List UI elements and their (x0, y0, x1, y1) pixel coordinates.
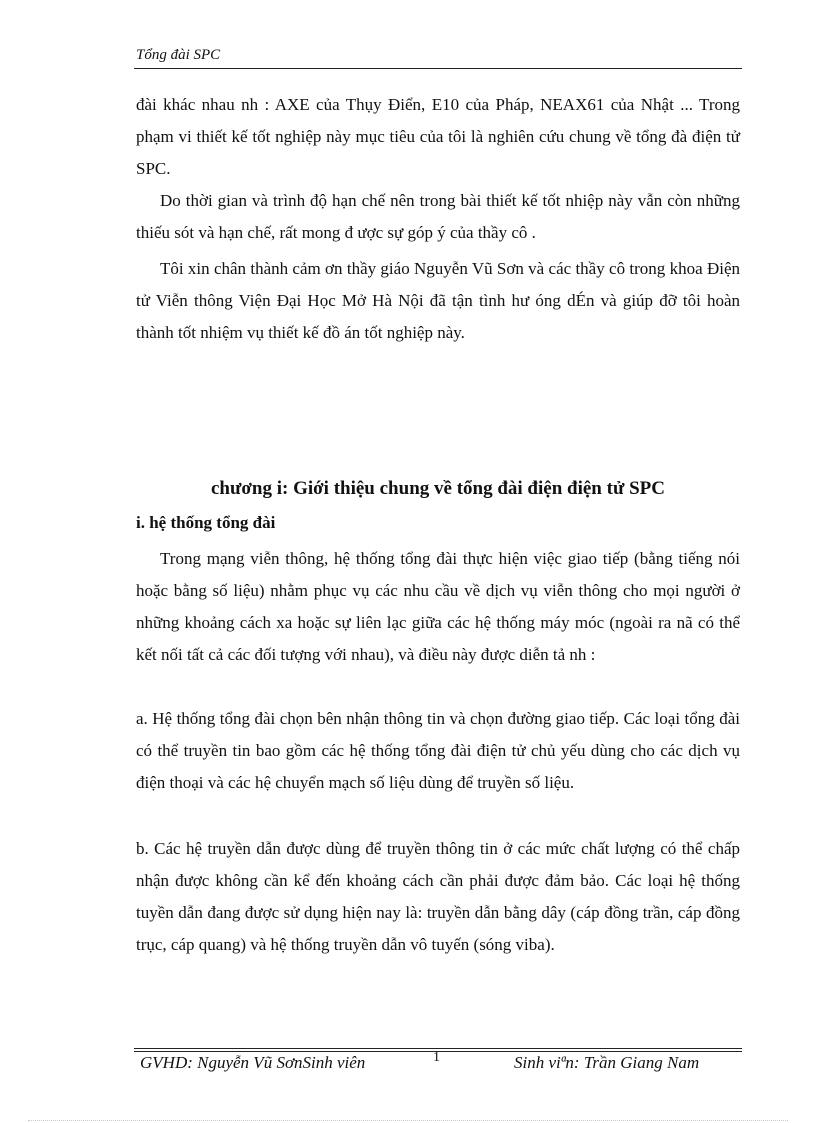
chapter-paragraph-1: Trong mạng viễn thông, hệ thống tổng đài thực hiện việc giao tiếp (bằng tiếng nói hoặc bằng số liệu) nhằm phục vụ các nhu cầu về dịch vụ viễn thông cho mọi người ở những khoảng cách xa hoặc sự liên lạc giữa các hệ thống máy móc (ngoài ra nã có thể kết nối tất cả các đối tượng với nhau), và điều này được diễn tả nh : (136, 549, 740, 664)
header-title: Tổng đài SPC (136, 47, 221, 63)
chapter-title: chương i: Giới thiệu chung về tổng đài điện điện tử SPC (211, 478, 665, 499)
section-title: i. hệ thống tổng đài (136, 513, 276, 532)
chapter-paragraph-b: b. Các hệ truyền dẫn được dùng để truyền thông tin ở các mức chất lượng có thể chấp nhận được không cần kể đến khoảng cách cần phải được đảm bảo. Các loại hệ thống tuyền dẫn đang được sử dụng hiện nay là: truyền dẫn bằng dây (cáp đồng trần, cáp đồng trục, cáp quang) và hệ thống truyền dẫn vô tuyến (sóng viba). (136, 839, 740, 954)
header-divider (134, 68, 742, 69)
intro-paragraph-3: Tôi xin chân thành cảm ơn thầy giáo Nguyễn Vũ Sơn và các thầy cô trong khoa Điện tử Viễn thông Viện Đại Học Mở Hà Nội đã tận tình hư óng dÉn và giúp đỡ tôi hoàn thành tốt nhiệm vụ thiết kế đồ án tốt nghiệp này. (136, 259, 740, 342)
intro-paragraph-2: Do thời gian và trình độ hạn chế nên trong bài thiết kế tốt nhiệp này vẫn còn những thiếu sót và hạn chế, rất mong đ ược sự góp ý của thầy cô . (136, 191, 740, 242)
footer-student: Sinh viªn: Trần Giang Nam (514, 1053, 700, 1072)
page-bottom-dotted-line (28, 1120, 788, 1121)
chapter-paragraph-a: a. Hệ thống tổng đài chọn bên nhận thông tin và chọn đường giao tiếp. Các loại tổng đài có thể truyền tin bao gồm các hệ thống tổng đài điện tử chủ yếu dùng cho các dịch vụ điện thoại và các hệ chuyển mạch số liệu dùng để truyền số liệu. (136, 709, 740, 792)
page-number: 1 (433, 1050, 440, 1065)
footer-supervisor: GVHD: Nguyễn Vũ SơnSinh viên (140, 1053, 366, 1072)
intro-paragraph-1: đài khác nhau nh : AXE của Thụy Điển, E10 của Pháp, NEAX61 của Nhật ... Trong phạm vi thiết kế tốt nghiệp này mục tiêu của tôi là nghiên cứu chung về tổng đà điện tử SPC. (136, 95, 740, 178)
footer-divider-top (134, 1048, 742, 1049)
